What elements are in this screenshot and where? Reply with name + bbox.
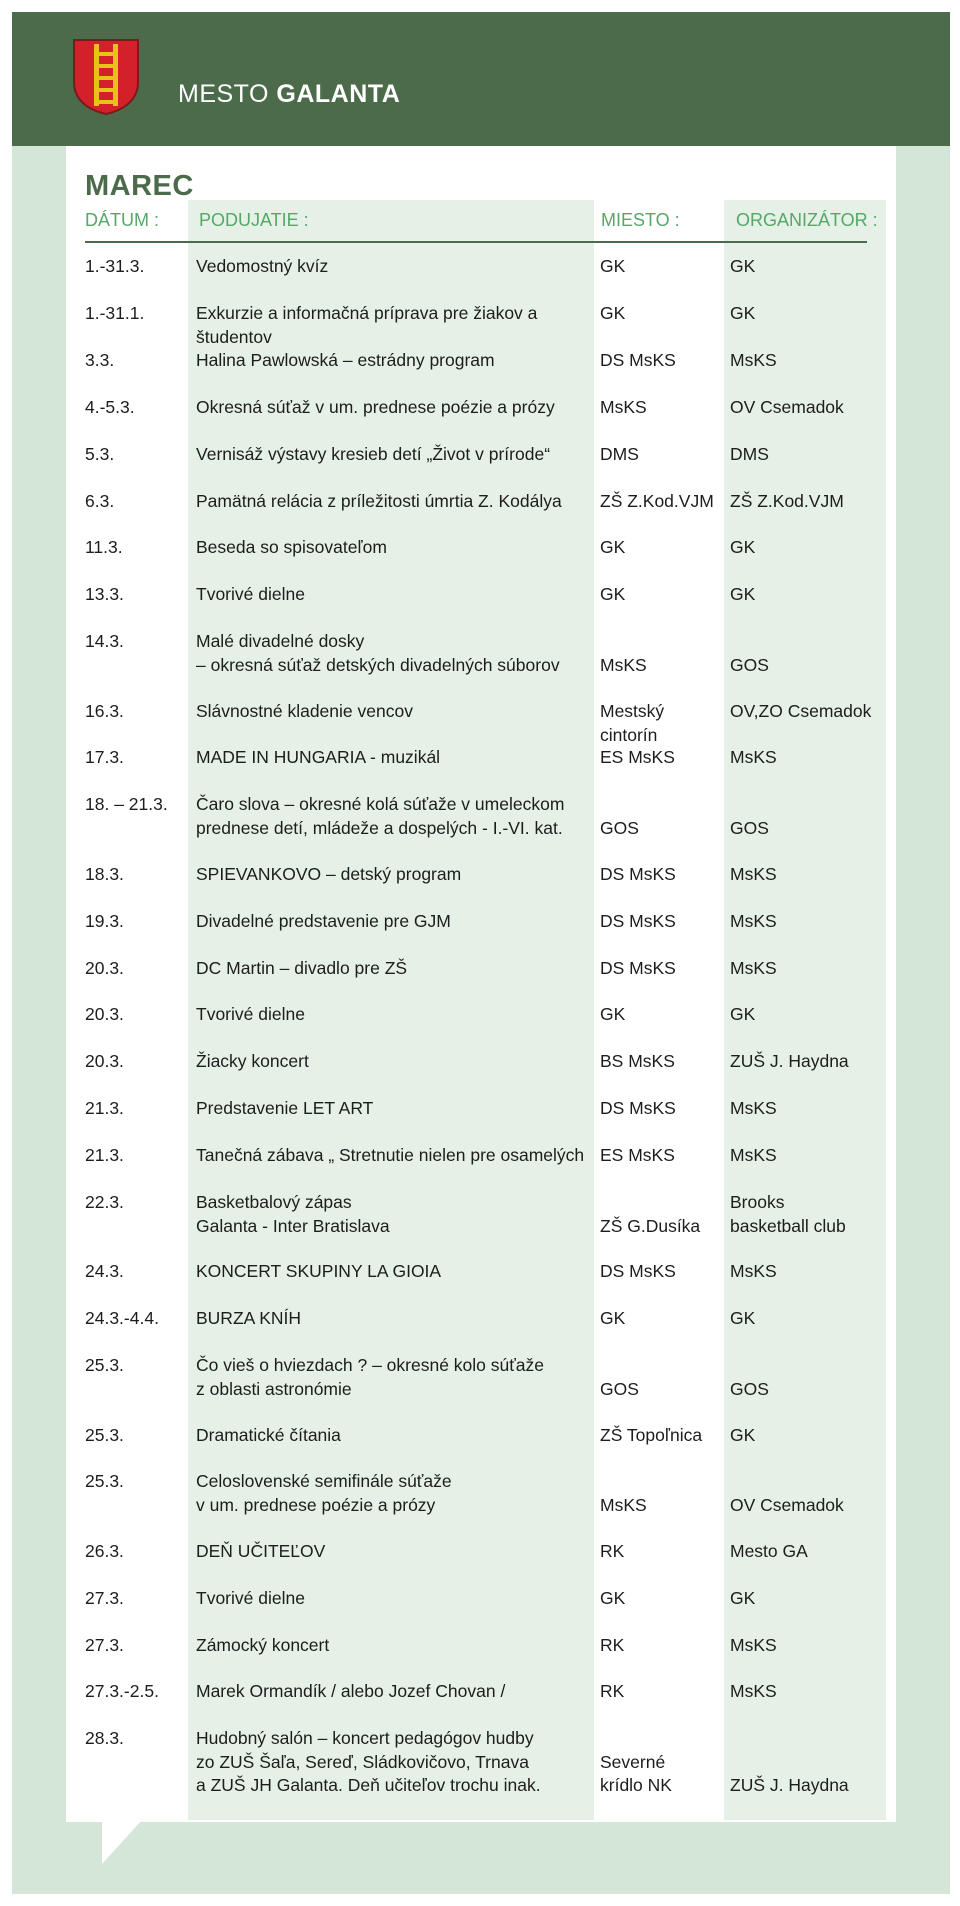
cell-place: GK — [600, 303, 626, 323]
cell-event: Čaro slova – okresné kolá súťaže v umeleckom prednese detí, mládeže a dospelých - I.-VI. kat. — [196, 794, 565, 838]
cell-organizer: MsKS — [730, 864, 777, 884]
cell-organizer: GK — [730, 1588, 756, 1608]
cell-date: 28.3. — [85, 1728, 124, 1748]
cell-date: 20.3. — [85, 958, 124, 978]
cell-place: GOS — [600, 1378, 639, 1399]
cell-organizer: GK — [730, 1004, 756, 1024]
cell-organizer: MsKS — [730, 1098, 777, 1118]
cell-date: 20.3. — [85, 1004, 124, 1024]
cell-date: 3.3. — [85, 350, 115, 370]
cell-date: 27.3. — [85, 1588, 124, 1608]
cell-event: Malé divadelné dosky – okresná súťaž detských divadelných súborov — [196, 631, 560, 675]
cell-organizer: DMS — [730, 444, 769, 464]
cell-date: 19.3. — [85, 911, 124, 931]
cell-organizer: MsKS — [730, 1261, 777, 1281]
cell-event: Tvorivé dielne — [196, 1004, 305, 1024]
cell-organizer: MsKS — [730, 350, 777, 370]
cell-event: Pamätná relácia z príležitosti úmrtia Z. Kodálya — [196, 491, 562, 511]
cell-date: 20.3. — [85, 1051, 124, 1071]
cell-place: RK — [600, 1541, 625, 1561]
cell-organizer: GOS — [730, 817, 769, 838]
cell-place: Severné krídlo NK — [600, 1751, 672, 1795]
cell-date: 21.3. — [85, 1098, 124, 1118]
cell-place: DMS — [600, 444, 639, 464]
cell-event: DEŇ UČITEĽOV — [196, 1541, 326, 1561]
cell-place: MsKS — [600, 397, 647, 417]
cell-organizer: MsKS — [730, 958, 777, 978]
cell-event: Halina Pawlowská – estrádny program — [196, 350, 495, 370]
cell-place: RK — [600, 1681, 625, 1701]
cell-organizer: MsKS — [730, 747, 777, 767]
month-title: MAREC — [85, 170, 194, 202]
cell-place: GK — [600, 1308, 626, 1328]
cell-place: Mestský cintorín — [600, 701, 665, 745]
cell-date: 21.3. — [85, 1145, 124, 1165]
cell-place: BS MsKS — [600, 1051, 675, 1071]
cell-organizer: MsKS — [730, 1145, 777, 1165]
cell-place: GK — [600, 1588, 626, 1608]
cell-event: Exkurzie a informačná príprava pre žiakov a študentov — [196, 303, 538, 347]
cell-event: Žiacky koncert — [196, 1051, 309, 1071]
cell-place: DS MsKS — [600, 350, 676, 370]
cell-date: 13.3. — [85, 584, 124, 604]
cell-organizer: GK — [730, 256, 756, 276]
cell-place: DS MsKS — [600, 1098, 676, 1118]
cell-event: Tanečná zábava „ Stretnutie nielen pre osamelých — [196, 1145, 585, 1165]
cell-organizer: OV Csemadok — [730, 1494, 844, 1515]
cell-event: Vedomostný kvíz — [196, 256, 329, 276]
cell-organizer: OV,ZO Csemadok — [730, 701, 872, 721]
cell-event: Beseda so spisovateľom — [196, 537, 387, 557]
cell-event: KONCERT SKUPINY LA GIOIA — [196, 1261, 442, 1281]
cell-place: ZŠ G.Dusíka — [600, 1215, 701, 1236]
cell-event: DC Martin – divadlo pre ZŠ — [196, 958, 408, 978]
cell-date: 14.3. — [85, 631, 124, 651]
cell-date: 18.3. — [85, 864, 124, 884]
cell-date: 1.-31.3. — [85, 256, 145, 276]
cell-event: Divadelné predstavenie pre GJM — [196, 911, 451, 931]
cell-organizer: GK — [730, 537, 756, 557]
column-header-organizer: ORGANIZÁTOR : — [736, 210, 878, 230]
cell-date: 24.3. — [85, 1261, 124, 1281]
cell-event: Hudobný salón – koncert pedagógov hudby zo ZUŠ Šaľa, Sereď, Sládkovičovo, Trnava a ZUŠ JH Galanta. Deň učiteľov trochu inak. — [196, 1728, 541, 1795]
cell-organizer: GK — [730, 1425, 756, 1445]
cell-date: 25.3. — [85, 1425, 124, 1445]
cell-organizer: Mesto GA — [730, 1541, 808, 1561]
cell-place: ES MsKS — [600, 1145, 675, 1165]
cell-date: 6.3. — [85, 491, 115, 511]
cell-date: 24.3.-4.4. — [85, 1308, 159, 1328]
column-header-place: MIESTO : — [601, 210, 680, 230]
cell-place: DS MsKS — [600, 864, 676, 884]
cell-date: 25.3. — [85, 1355, 124, 1375]
cell-date: 11.3. — [85, 537, 123, 557]
cell-event: SPIEVANKOVO – detský program — [196, 864, 462, 884]
cell-event: BURZA KNÍH — [196, 1308, 302, 1328]
cell-place: GK — [600, 584, 626, 604]
cell-organizer: GK — [730, 584, 756, 604]
cell-date: 22.3. — [85, 1192, 124, 1212]
cell-date: 1.-31.1. — [85, 303, 145, 323]
cell-place: GK — [600, 256, 626, 276]
cell-place: ZŠ Z.Kod.VJM — [600, 491, 714, 511]
cell-event: Basketbalový zápas Galanta - Inter Bratislava — [196, 1192, 390, 1236]
cell-organizer: MsKS — [730, 1635, 777, 1655]
cell-organizer: GK — [730, 1308, 756, 1328]
brand-prefix: MESTO — [178, 80, 269, 108]
cell-place: GK — [600, 1004, 626, 1024]
cell-place: DS MsKS — [600, 1261, 676, 1281]
cell-place: RK — [600, 1635, 625, 1655]
cell-event: Slávnostné kladenie vencov — [196, 701, 413, 721]
cell-date: 27.3.-2.5. — [85, 1681, 159, 1701]
cell-event: Tvorivé dielne — [196, 584, 305, 604]
cell-organizer: GOS — [730, 1378, 769, 1399]
column-header-date: DÁTUM : — [85, 210, 159, 230]
cell-event: Čo vieš o hviezdach ? – okresné kolo súťaže z oblasti astronómie — [196, 1355, 545, 1399]
cell-event: Dramatické čítania — [196, 1425, 341, 1445]
cell-organizer: ZUŠ J. Haydna — [730, 1775, 849, 1795]
cell-place: GOS — [600, 817, 639, 838]
cell-place: DS MsKS — [600, 911, 676, 931]
cell-organizer: MsKS — [730, 911, 777, 931]
cell-organizer: Brooks basketball club — [730, 1192, 846, 1236]
cell-event: Celoslovenské semifinále súťaže v um. prednese poézie a prózy — [196, 1471, 452, 1515]
cell-place: MsKS — [600, 1494, 647, 1515]
cell-event: Predstavenie LET ART — [196, 1098, 374, 1118]
cell-date: 18. – 21.3. — [85, 794, 168, 814]
cell-event: Okresná súťaž v um. prednese poézie a prózy — [196, 397, 555, 417]
cell-place: MsKS — [600, 654, 647, 675]
cell-organizer: OV Csemadok — [730, 397, 844, 417]
cell-date: 26.3. — [85, 1541, 124, 1561]
cell-date: 4.-5.3. — [85, 397, 135, 417]
cell-date: 5.3. — [85, 444, 115, 464]
cell-date: 16.3. — [85, 701, 124, 721]
cell-organizer: ZŠ Z.Kod.VJM — [730, 491, 844, 511]
cell-organizer: ZUŠ J. Haydna — [730, 1051, 849, 1071]
cell-event: Tvorivé dielne — [196, 1588, 305, 1608]
cell-event: Zámocký koncert — [196, 1635, 330, 1655]
cell-place: ES MsKS — [600, 747, 675, 767]
cell-place: ZŠ Topoľnica — [600, 1425, 703, 1445]
cell-place: DS MsKS — [600, 958, 676, 978]
column-header-event: PODUJATIE : — [199, 210, 309, 230]
cell-event: Marek Ormandík / alebo Jozef Chovan / — [196, 1681, 506, 1701]
cell-event: Vernisáž výstavy kresieb detí „Život v prírode“ — [196, 444, 551, 464]
cell-date: 27.3. — [85, 1635, 124, 1655]
cell-date: 17.3. — [85, 747, 124, 767]
cell-event: MADE IN HUNGARIA - muzikál — [196, 747, 441, 767]
cell-date: 25.3. — [85, 1471, 124, 1491]
cell-organizer: GOS — [730, 654, 769, 675]
cell-organizer: MsKS — [730, 1681, 777, 1701]
cell-organizer: GK — [730, 303, 756, 323]
brand-name: GALANTA — [276, 80, 401, 108]
cell-place: GK — [600, 537, 626, 557]
